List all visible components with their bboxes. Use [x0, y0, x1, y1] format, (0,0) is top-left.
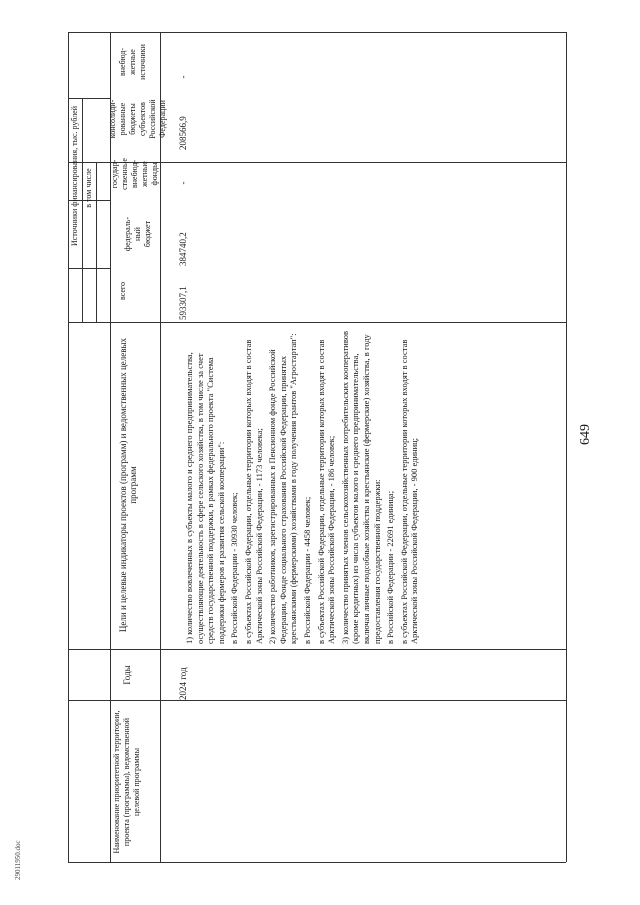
- header-sources-label: Источники финансирования, тыс. рублей: [70, 105, 79, 247]
- header-name-label: Наименование приоритетной территории, проекта (программы), ведомственной целевой программы: [112, 710, 141, 854]
- row-year: [178, 650, 188, 700]
- target-paragraph: в субъектах Российской Федерации, отдельные территории которых входят в состав Арктической зоны Российской Федерации, - 900 единиц;: [398, 339, 420, 644]
- header-targets-column: [118, 330, 138, 640]
- header-consolidated: [98, 88, 168, 150]
- header-years-label: Годы: [122, 665, 132, 685]
- header-state-funds: [100, 150, 160, 198]
- header-federal-label: федераль- ный бюджет: [123, 216, 152, 252]
- header-sources: [70, 32, 80, 320]
- file-id: [14, 840, 22, 880]
- target-paragraph: 2) количество работников, зарегистрированных в Пенсионном фонде Российской Федерации, Фонде социального страхования Российской Федерации, принятых крестьянскими (фермерскими) хозяйствами в году получения грантов "Агростартап":: [267, 333, 299, 644]
- header-name-column: [112, 706, 142, 858]
- target-paragraph: в Российской Федерации - 30930 человек;: [229, 492, 240, 644]
- header-extrabudget: [108, 30, 148, 94]
- row-state-funds: [178, 168, 188, 198]
- row-consolidated: [178, 92, 188, 150]
- header-federal: [113, 202, 153, 266]
- page-number: [578, 424, 594, 445]
- header-total: [118, 264, 128, 318]
- row-federal-value: 384740,2: [178, 232, 188, 266]
- header-including: [84, 108, 94, 268]
- row-consolidated-value: 208566,9: [178, 116, 188, 150]
- target-paragraph: в Российской Федерации - 22691 единица;: [385, 490, 396, 644]
- target-paragraph: в субъектах Российской Федерации, отдельные территории которых входят в состав Арктической зоны Российской Федерации, - 1173 человека;: [242, 339, 264, 644]
- page-number-text: 649: [578, 424, 593, 445]
- header-years-column: [122, 652, 132, 698]
- target-paragraph: в Российской Федерации - 4458 человек;: [301, 496, 312, 644]
- header-total-label: всего: [118, 282, 127, 301]
- header-including-label: в том числе: [84, 168, 93, 208]
- target-paragraph: 1) количество вовлеченных в субъекты малого и среднего предпринимательства, осуществляющие деятельность в сфере сельского хозяйства, в том числе за счет средств государственной поддержки, в рамках федерального проекта "Система поддержки фермеров и развития сельской кооперации":: [184, 352, 226, 644]
- row-year-value: 2024 год: [178, 667, 188, 700]
- header-consolidated-label: консолиди- рованные бюджеты субъектов Российской Федерации: [108, 99, 167, 139]
- header-state-funds-label: государ- ственные внебюд- жетные фонды: [110, 158, 159, 190]
- row-extrabudget: [178, 62, 188, 92]
- target-paragraph: 3) количество принятых членов сельскохозяйственных потребительских кооперативов (кроме кредитных) из числа субъектов малого и среднего предпринимательства, включая личные подсобные хозяйства и крестьянские (фермерские) хозяйства, в году предоставления государственной поддержки:: [339, 330, 382, 644]
- row-total: [178, 260, 188, 320]
- header-extrabudget-label: внебюд- жетные источники: [118, 44, 147, 80]
- header-targets-label: Цели и целевые индикаторы проектов (программ) и ведомственных целевых программ: [118, 337, 138, 633]
- target-paragraph: в субъектах Российской Федерации, отдельные территории которых входят в состав Арктической зоны Российской Федерации, - 186 человек;: [315, 339, 337, 644]
- row-targets: [184, 326, 420, 644]
- file-id-text: 29011950.doc: [14, 840, 22, 880]
- row-total-value: 593307,1: [178, 286, 188, 320]
- row-extrabudget-value: -: [178, 75, 188, 79]
- row-federal: [178, 206, 188, 266]
- row-state-funds-value: -: [178, 181, 188, 185]
